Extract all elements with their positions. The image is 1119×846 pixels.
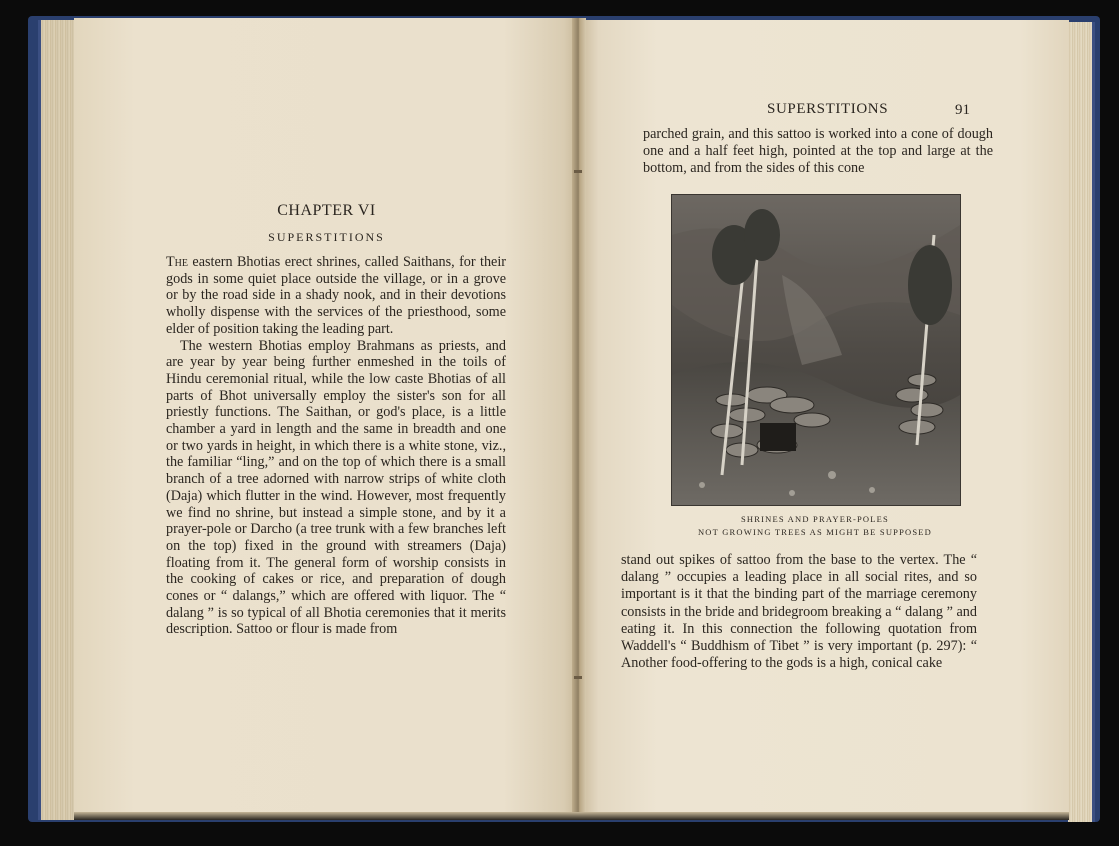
page-number: 91 bbox=[955, 102, 970, 118]
page-edges-left bbox=[38, 20, 77, 820]
photo-caption-line-2: NOT GROWING TREES AS MIGHT BE SUPPOSED bbox=[697, 527, 933, 537]
running-head: SUPERSTITIONS bbox=[767, 101, 889, 117]
book-gutter bbox=[572, 18, 586, 818]
right-bottom-text: stand out spikes of sattoo from the base to the vertex. The “ dalang ” occupies a leading place in all social rites, and so important is it that the binding part of the marriage ceremony consists in the bride and bridegroom breaking a “ dalang ” and eating it. In this connection the following quotation from Waddell's “ Buddhism of Tibet ” is very important (p. 297): “ Another food-offering to the gods is a high, conical cake bbox=[621, 552, 977, 672]
binding-stitch bbox=[574, 170, 582, 173]
left-page bbox=[74, 18, 579, 818]
photo-caption-line-1: SHRINES AND PRAYER-POLES bbox=[741, 514, 889, 524]
binding-stitch bbox=[574, 676, 582, 679]
page-edges-right bbox=[1068, 22, 1095, 822]
chapter-heading: CHAPTER VI bbox=[277, 202, 376, 219]
page-bottom-shadow bbox=[74, 812, 1069, 820]
right-page bbox=[579, 20, 1069, 820]
shrine-photograph bbox=[671, 194, 961, 506]
paragraph-1 bbox=[166, 254, 506, 338]
paragraph-1-text: eastern Bhotias erect shrines, called Saithans, for their gods in some quiet place outside the village, or in a grove or by the road side in a shady nook, and in their devotions wholly dispense with the services of the priesthood, some elder of position taking the leading part. bbox=[166, 254, 506, 337]
photo-illustration bbox=[672, 195, 960, 505]
first-word: The bbox=[166, 254, 188, 270]
paragraph-2: The western Bhotias employ Brahmans as priests, and are year by year being further enmeshed in the toils of Hindu ceremonial ritual, while the low caste Bhotias of all parts of Bhot universally employ the sister's son for all priestly functions. The Saithan, or god's place, is a little chamber a yard in length and the same in breadth and one or two yards in height, in which there is a white stone, viz., the familiar “ling,” and on the top of which there is a small branch of a tree adorned with narrow strips of white cloth (Daja) which flutter in the wind. However, most frequently we find no shrine, but instead a simple stone, and by it a prayer-pole or Darcho (a tree trunk with a few branches left on the top) fixed in the ground with streamers (Daja) floating from it. The general form of worship consists in the cooking of cakes or rice, and preparation of dough cones or “ dalangs,” which are offered with liquor. The “ dalang ” is so typical of all Bhotia ceremonies that it merits description. Sattoo or flour is made from bbox=[166, 337, 506, 638]
chapter-title: SUPERSTITIONS bbox=[268, 230, 385, 244]
left-body-text bbox=[166, 254, 506, 638]
right-top-text: parched grain, and this sattoo is worked into a cone of dough one and a half feet high, pointed at the top and large at the bottom, and from the sides of this cone bbox=[643, 126, 993, 176]
